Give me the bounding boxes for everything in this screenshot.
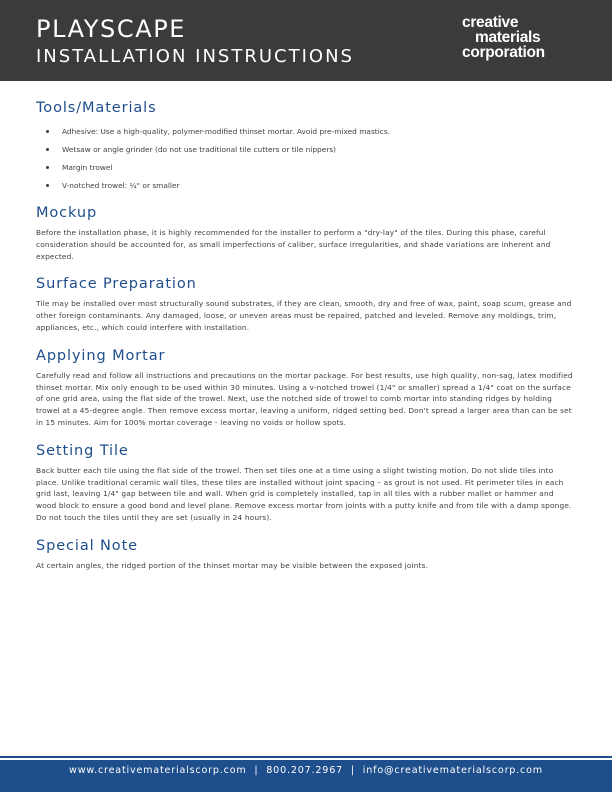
section-setting-tile	[36, 441, 576, 524]
section-text: Before the installation phase, it is highly recommended for the installer to perform a "dry-lay" of the tiles. During this phase, careful consideration should be accounted for, as small imperfections of caliber, surface irregularities, and shade variations are inherent and expected.	[36, 228, 551, 261]
section-tools	[36, 98, 576, 191]
section-applying-mortar	[36, 346, 576, 429]
section-text: Carefully read and follow all instructions and precautions on the mortar package. For best results, use high quality, non-sag, latex modified thinset mortar. Mix only enough to be used within 30 minutes. Using a v-notched trowel (1/4" or smaller) spread a 1/4" coat on the surface of one grid area, using the flat side of the trowel. Next, use the notched side of trowel to comb mortar into standing ridges by holding trowel at a 45-degree angle. Then remove excess mortar, leaving a uniform, ridged setting bed. Don't spread a larger area than can be set in 15 minutes. Aim for 100% mortar coverage - leaving no voids or hollow spots.	[36, 370, 573, 427]
logo-line-2: materials	[475, 29, 541, 46]
logo-line-1: creative	[462, 14, 519, 31]
footer-phone[interactable]: 800.207.2967	[266, 765, 344, 776]
section-heading: Surface Preparation	[36, 276, 197, 293]
section-heading: Applying Mortar	[36, 347, 166, 364]
section-text: Tile may be installed over most structurally sound substrates, if they are clean, smooth, dry and free of wax, paint, soap scum, grease and other foreign contaminants. Any damaged, loose, or uneven areas must be repaired, patched and leveled. Remove any moldings, trim, appliances, etc., which could interfere with installation.	[36, 299, 572, 332]
section-heading: Mockup	[36, 205, 98, 221]
footer-separator: |	[350, 765, 355, 776]
section-heading: Special Note	[36, 537, 138, 554]
document-body	[36, 98, 576, 572]
footer-separator: |	[254, 765, 259, 776]
document-subtitle: INSTALLATION INSTRUCTIONS	[36, 46, 354, 67]
list-item: Margin trowel	[46, 162, 576, 173]
footer-divider	[0, 756, 612, 758]
footer-email-link[interactable]: info@creativematerialscorp.com	[362, 765, 543, 776]
page-footer	[0, 760, 612, 792]
footer-website-link[interactable]: www.creativematerialscorp.com	[69, 765, 247, 776]
tools-list	[46, 126, 576, 191]
logo-line-3: corporation	[462, 44, 545, 61]
list-item: Adhesive: Use a high-quality, polymer-modified thinset mortar. Avoid pre-mixed mastics.	[46, 126, 576, 137]
document-title: PLAYSCAPE	[36, 15, 187, 43]
section-text: Back butter each tile using the flat side of the trowel. Then set tiles one at a time using a slight twisting motion. Do not slide tiles into place. Unlike traditional ceramic wall tiles, these tiles are installed without joint spacing – as grout is not used. Fit perimeter tiles in each grid last, leaving 1/4" gap between tile and wall. When grid is completely installed, tap in all tiles with a rubber mallet or hammer and wood block to ensure a good bond and level plane. Remove excess mortar from joints with a putty knife and from tile with a damp sponge. Do not touch the tiles until they are set (usually in 24 hours).	[36, 465, 572, 522]
list-item: Wetsaw or angle grinder (do not use traditional tile cutters or tile nippers)	[46, 144, 576, 155]
page-header	[0, 0, 612, 81]
section-surface-preparation	[36, 274, 576, 333]
section-special-note	[36, 536, 576, 572]
section-heading: Tools/Materials	[36, 100, 157, 116]
company-logo	[462, 15, 582, 65]
section-mockup	[36, 203, 576, 262]
list-item: V-notched trowel: ¼" or smaller	[46, 180, 576, 191]
section-text: At certain angles, the ridged portion of the thinset mortar may be visible between the exposed joints.	[36, 560, 429, 570]
section-heading: Setting Tile	[36, 442, 129, 459]
